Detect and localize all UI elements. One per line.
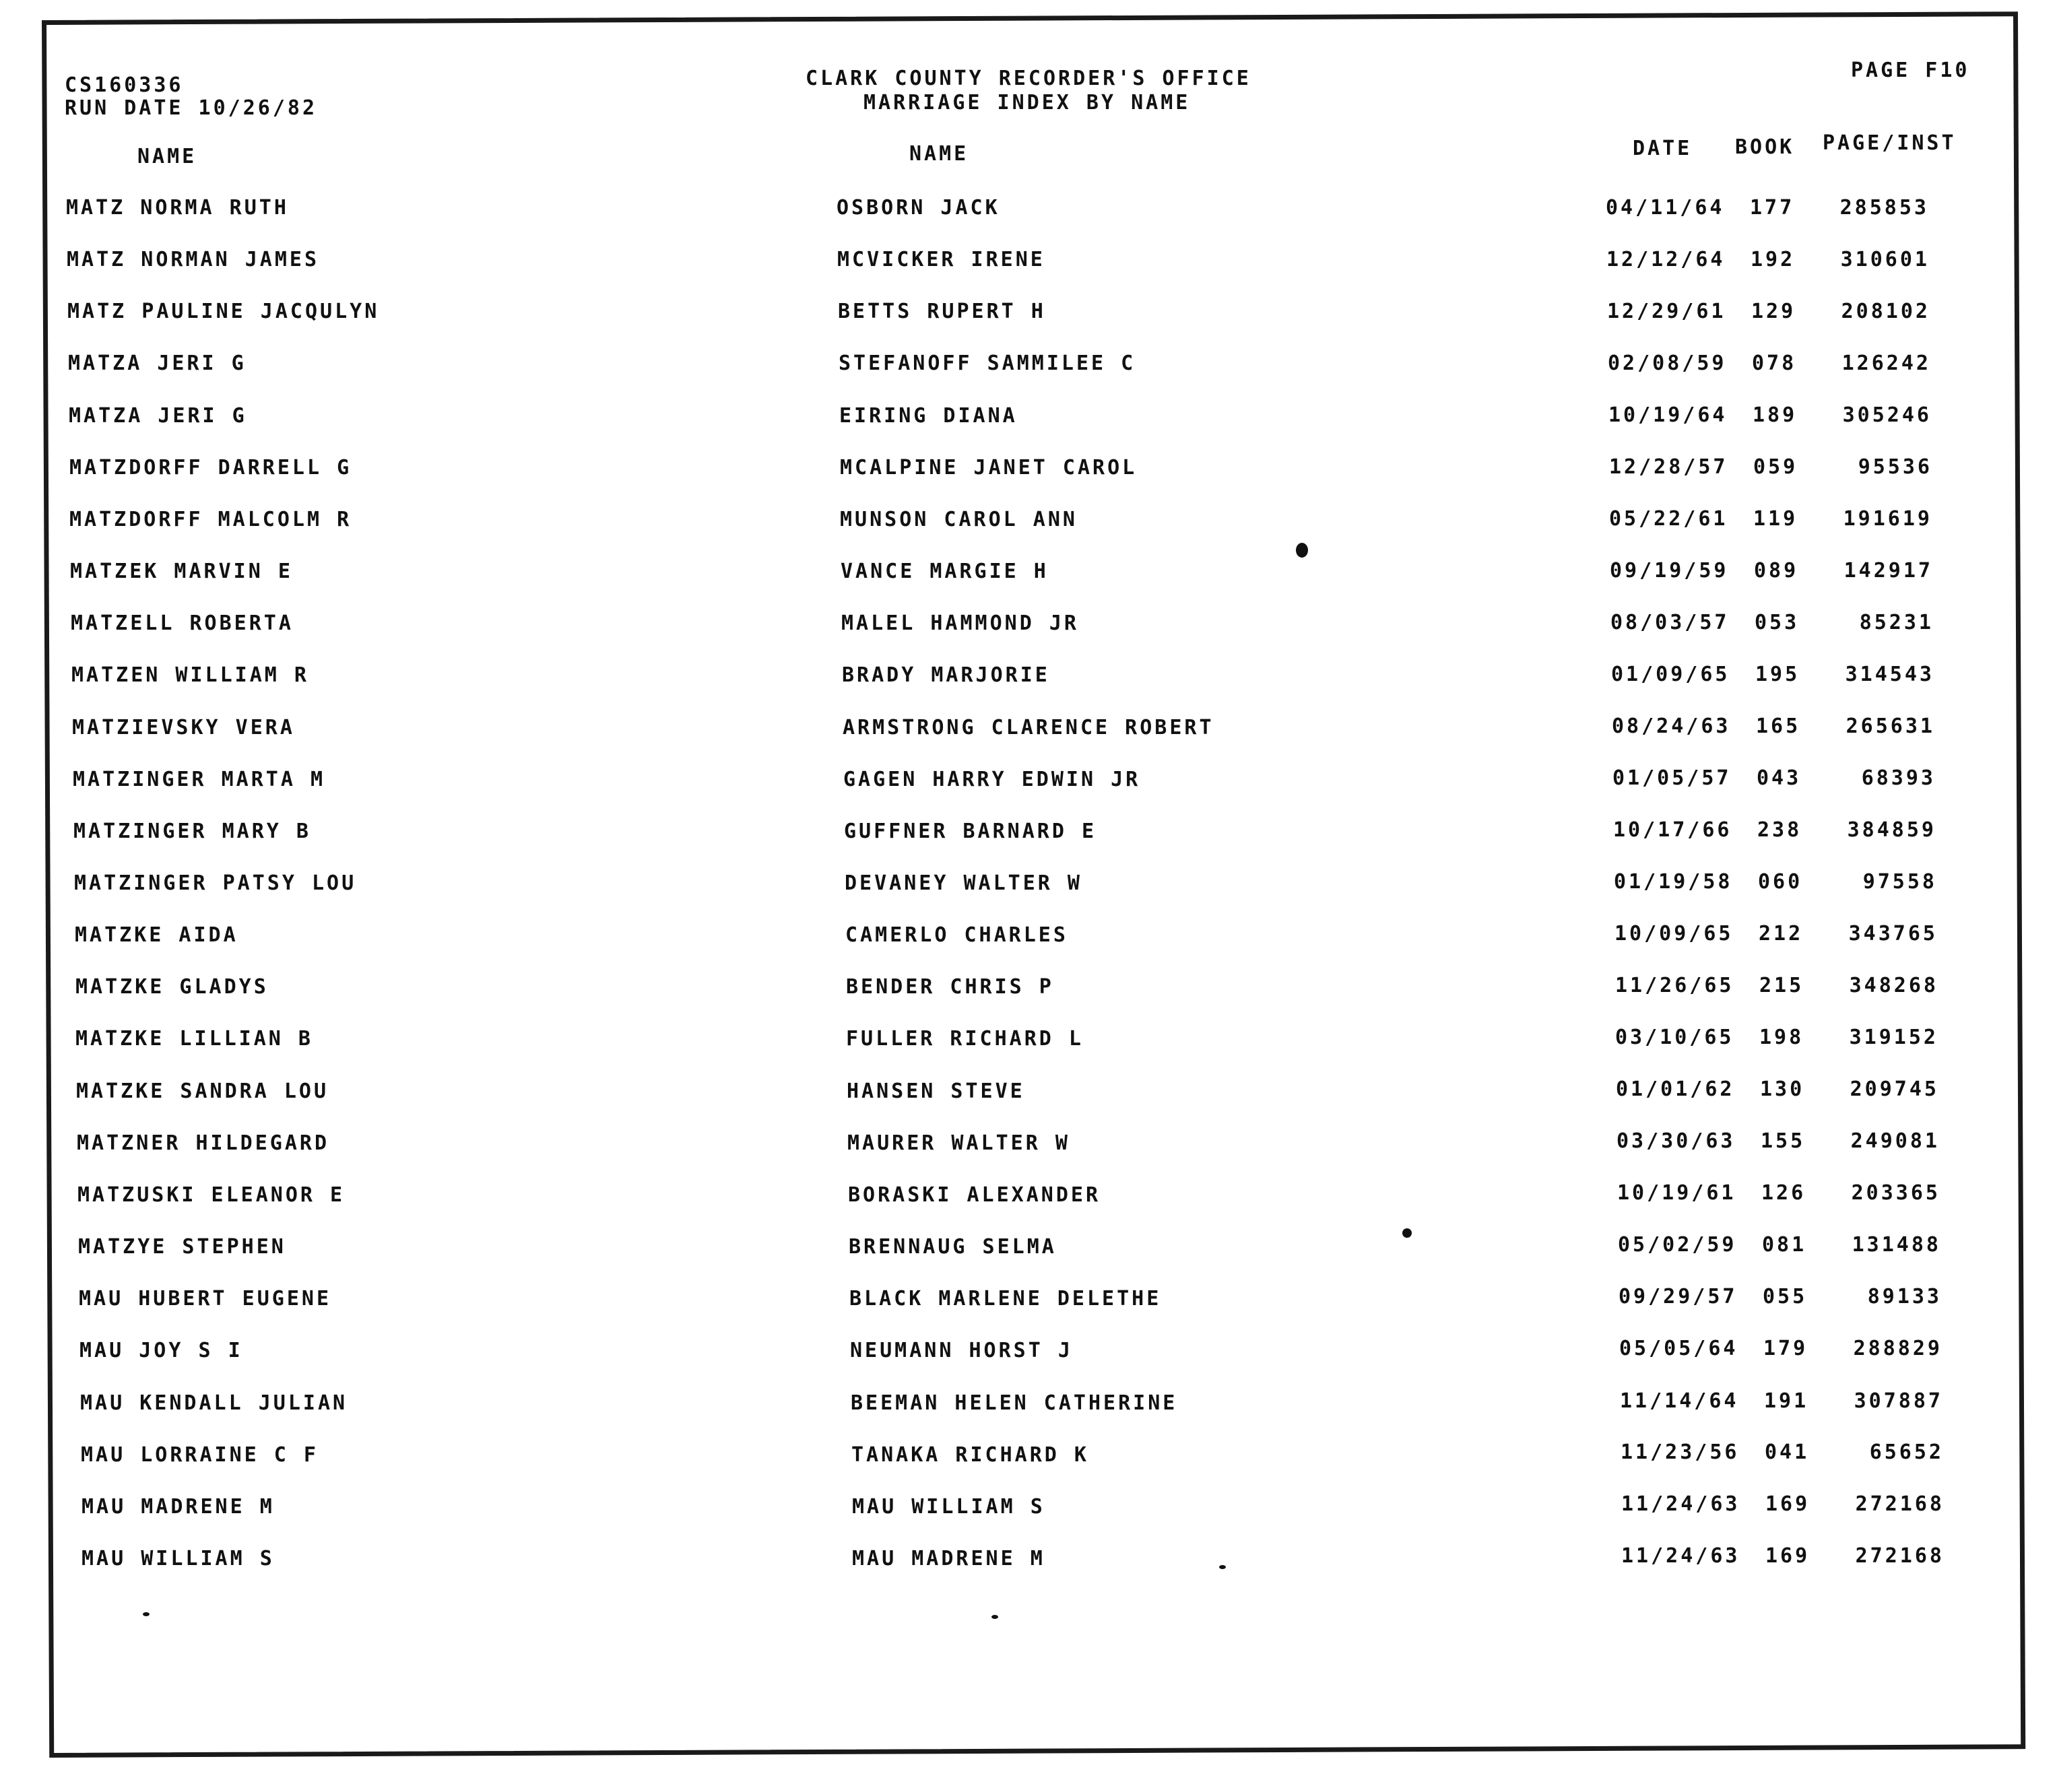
bride-groom-name: MATZA JERI G xyxy=(69,404,247,428)
spouse-name: VANCE MARGIE H xyxy=(841,560,1049,583)
page-inst-number: 249081 xyxy=(1850,1129,1940,1153)
marriage-date: 09/19/59 xyxy=(1610,559,1729,583)
marriage-date: 08/24/63 xyxy=(1612,715,1731,738)
spouse-name: BLACK MARLENE DELETHE xyxy=(849,1287,1162,1310)
office-title: CLARK COUNTY RECORDER'S OFFICE xyxy=(806,67,1251,90)
bride-groom-name: MATZDORFF MALCOLM R xyxy=(69,508,352,531)
marriage-date: 03/30/63 xyxy=(1617,1129,1736,1153)
page-inst-number: 209745 xyxy=(1850,1077,1939,1101)
page-inst-number: 343765 xyxy=(1848,922,1938,945)
page-inst-number: 272168 xyxy=(1855,1492,1945,1516)
spouse-name: GAGEN HARRY EDWIN JR xyxy=(843,768,1141,791)
book-number: 155 xyxy=(1761,1129,1806,1153)
spouse-name: MUNSON CAROL ANN xyxy=(840,508,1078,531)
spouse-name: BEEMAN HELEN CATHERINE xyxy=(851,1391,1178,1415)
spouse-name: FULLER RICHARD L xyxy=(846,1027,1084,1051)
bride-groom-name: MAU MADRENE M xyxy=(81,1495,275,1519)
book-number: 043 xyxy=(1757,766,1802,790)
book-number: 119 xyxy=(1753,507,1798,531)
column-header-name-spouse: NAME xyxy=(909,142,969,166)
ink-speck xyxy=(991,1615,998,1619)
book-number: 089 xyxy=(1754,559,1799,583)
marriage-date: 12/29/61 xyxy=(1607,300,1726,323)
marriage-date: 05/02/59 xyxy=(1618,1233,1737,1257)
page-inst-number: 126242 xyxy=(1841,352,1931,375)
spouse-name: BORASKI ALEXANDER xyxy=(848,1183,1101,1207)
page-inst-number: 319152 xyxy=(1849,1026,1938,1049)
page-inst-number: 310601 xyxy=(1840,248,1930,271)
ink-speck xyxy=(1219,1565,1226,1569)
report-id: CS160336 xyxy=(65,73,184,97)
bride-groom-name: MATZKE GLADYS xyxy=(75,975,269,999)
page-inst-number: 203365 xyxy=(1851,1181,1940,1205)
bride-groom-name: MATZKE AIDA xyxy=(75,923,238,947)
page-inst-number: 131488 xyxy=(1852,1233,1941,1257)
book-number: 179 xyxy=(1763,1337,1808,1360)
marriage-date: 05/05/64 xyxy=(1619,1337,1738,1360)
marriage-date: 01/09/65 xyxy=(1611,663,1730,686)
spouse-name: BRENNAUG SELMA xyxy=(849,1235,1057,1259)
bride-groom-name: MATZEN WILLIAM R xyxy=(71,663,309,687)
book-number: 053 xyxy=(1755,611,1800,634)
spouse-name: MCVICKER IRENE xyxy=(837,248,1045,271)
book-number: 169 xyxy=(1765,1544,1810,1568)
page-inst-number: 314543 xyxy=(1845,663,1934,686)
book-number: 081 xyxy=(1762,1233,1807,1257)
marriage-date: 08/03/57 xyxy=(1610,611,1730,634)
book-number: 165 xyxy=(1756,715,1801,738)
page-inst-number: 348268 xyxy=(1849,974,1938,997)
book-number: 195 xyxy=(1755,663,1800,686)
ink-speck xyxy=(143,1612,150,1616)
bride-groom-name: MATZKE SANDRA LOU xyxy=(76,1080,329,1103)
spouse-name: MCALPINE JANET CAROL xyxy=(840,456,1138,479)
bride-groom-name: MAU LORRAINE C F xyxy=(81,1443,319,1467)
marriage-date: 09/29/57 xyxy=(1619,1285,1738,1308)
bride-groom-name: MAU WILLIAM S xyxy=(81,1547,275,1570)
page-inst-number: 305246 xyxy=(1842,403,1932,427)
bride-groom-name: MATZINGER PATSY LOU xyxy=(74,871,357,895)
spouse-name: ARMSTRONG CLARENCE ROBERT xyxy=(843,716,1214,739)
marriage-date: 04/11/64 xyxy=(1606,196,1725,220)
book-number: 126 xyxy=(1761,1181,1806,1205)
bride-groom-name: MATZIEVSKY VERA xyxy=(72,716,295,739)
spouse-name: NEUMANN HORST J xyxy=(850,1339,1073,1362)
spouse-name: MAU MADRENE M xyxy=(852,1547,1045,1570)
marriage-date: 02/08/59 xyxy=(1608,352,1727,375)
marriage-date: 10/19/61 xyxy=(1617,1181,1736,1205)
bride-groom-name: MATZUSKI ELEANOR E xyxy=(77,1183,346,1207)
bride-groom-name: MATZELL ROBERTA xyxy=(71,611,294,635)
book-number: 192 xyxy=(1751,248,1796,271)
page-inst-number: 384859 xyxy=(1847,818,1936,842)
marriage-date: 12/28/57 xyxy=(1609,455,1728,479)
run-date: RUN DATE 10/26/82 xyxy=(65,96,318,120)
book-number: 169 xyxy=(1765,1492,1810,1516)
page-inst-number: 307887 xyxy=(1854,1389,1943,1413)
book-number: 191 xyxy=(1764,1389,1809,1413)
page-inst-number: 95536 xyxy=(1858,455,1932,479)
book-number: 189 xyxy=(1753,403,1798,427)
book-number: 129 xyxy=(1751,300,1796,323)
page-inst-number: 68393 xyxy=(1861,766,1936,790)
book-number: 059 xyxy=(1753,455,1798,479)
column-header-date: DATE xyxy=(1633,137,1693,160)
marriage-date: 03/10/65 xyxy=(1615,1026,1734,1049)
bride-groom-name: MAU KENDALL JULIAN xyxy=(80,1391,348,1415)
marriage-date: 05/22/61 xyxy=(1609,507,1728,531)
spouse-name: BENDER CHRIS P xyxy=(846,975,1054,999)
marriage-date: 11/23/56 xyxy=(1621,1440,1740,1464)
page-inst-number: 65652 xyxy=(1869,1440,1944,1464)
spouse-name: GUFFNER BARNARD E xyxy=(844,820,1097,843)
book-number: 060 xyxy=(1758,870,1803,894)
book-number: 130 xyxy=(1760,1077,1805,1101)
bride-groom-name: MATZNER HILDEGARD xyxy=(77,1131,330,1155)
bride-groom-name: MATZ PAULINE JACQULYN xyxy=(67,300,380,323)
marriage-date: 12/12/64 xyxy=(1606,248,1726,271)
bride-groom-name: MAU HUBERT EUGENE xyxy=(79,1287,332,1310)
page-inst-number: 142917 xyxy=(1843,559,1933,583)
page-inst-number: 85231 xyxy=(1859,611,1934,634)
marriage-date: 10/09/65 xyxy=(1614,922,1734,945)
marriage-date: 10/17/66 xyxy=(1613,818,1732,842)
book-number: 215 xyxy=(1759,974,1804,997)
marriage-date: 10/19/64 xyxy=(1608,403,1728,427)
bride-groom-name: MATZ NORMAN JAMES xyxy=(67,248,320,271)
book-number: 238 xyxy=(1757,818,1802,842)
bride-groom-name: MATZ NORMA RUTH xyxy=(66,196,289,220)
page-number: PAGE F10 xyxy=(1851,59,1970,82)
page-inst-number: 97558 xyxy=(1862,870,1937,894)
spouse-name: HANSEN STEVE xyxy=(847,1080,1025,1103)
page-inst-number: 265631 xyxy=(1846,715,1935,738)
marriage-date: 11/14/64 xyxy=(1620,1389,1739,1413)
spouse-name: EIRING DIANA xyxy=(839,404,1018,428)
spouse-name: MAU WILLIAM S xyxy=(852,1495,1045,1519)
page-inst-number: 89133 xyxy=(1867,1285,1942,1308)
marriage-date: 01/01/62 xyxy=(1616,1077,1735,1101)
spouse-name: TANAKA RICHARD K xyxy=(851,1443,1089,1467)
spouse-name: DEVANEY WALTER W xyxy=(845,871,1082,895)
marriage-date: 01/05/57 xyxy=(1612,766,1732,790)
book-number: 041 xyxy=(1765,1440,1810,1464)
spouse-name: OSBORN JACK xyxy=(837,196,1000,220)
ink-speck xyxy=(1402,1228,1412,1238)
bride-groom-name: MAU JOY S I xyxy=(79,1339,243,1362)
bride-groom-name: MATZINGER MARY B xyxy=(73,820,311,843)
marriage-date: 11/24/63 xyxy=(1621,1544,1740,1568)
bride-groom-name: MATZYE STEPHEN xyxy=(78,1235,286,1259)
column-header-book: BOOK xyxy=(1735,135,1795,159)
bride-groom-name: MATZINGER MARTA M xyxy=(73,768,326,791)
spouse-name: MALEL HAMMOND JR xyxy=(841,611,1079,635)
spouse-name: BRADY MARJORIE xyxy=(842,663,1050,687)
page-inst-number: 272168 xyxy=(1855,1544,1945,1568)
marriage-date: 11/24/63 xyxy=(1621,1492,1740,1516)
book-number: 055 xyxy=(1763,1285,1808,1308)
page-inst-number: 191619 xyxy=(1843,507,1932,531)
spouse-name: BETTS RUPERT H xyxy=(838,300,1046,323)
column-header-page-inst: PAGE/INST xyxy=(1823,131,1957,155)
page-inst-number: 285853 xyxy=(1839,196,1929,220)
marriage-date: 01/19/58 xyxy=(1614,870,1733,894)
column-header-name: NAME xyxy=(137,145,197,168)
book-number: 177 xyxy=(1750,196,1795,220)
spouse-name: MAURER WALTER W xyxy=(847,1131,1070,1155)
spouse-name: CAMERLO CHARLES xyxy=(845,923,1068,947)
bride-groom-name: MATZDORFF DARRELL G xyxy=(69,456,352,479)
ink-speck xyxy=(1296,543,1308,558)
bride-groom-name: MATZKE LILLIAN B xyxy=(75,1027,313,1051)
bride-groom-name: MATZEK MARVIN E xyxy=(70,560,293,583)
book-number: 078 xyxy=(1752,352,1797,375)
book-number: 198 xyxy=(1759,1026,1804,1049)
spouse-name: STEFANOFF SAMMILEE C xyxy=(839,352,1136,375)
report-title: MARRIAGE INDEX BY NAME xyxy=(863,91,1191,114)
page-inst-number: 208102 xyxy=(1841,300,1930,323)
bride-groom-name: MATZA JERI G xyxy=(68,352,247,375)
book-number: 212 xyxy=(1759,922,1804,945)
marriage-date: 11/26/65 xyxy=(1615,974,1734,997)
page-inst-number: 288829 xyxy=(1853,1337,1942,1360)
